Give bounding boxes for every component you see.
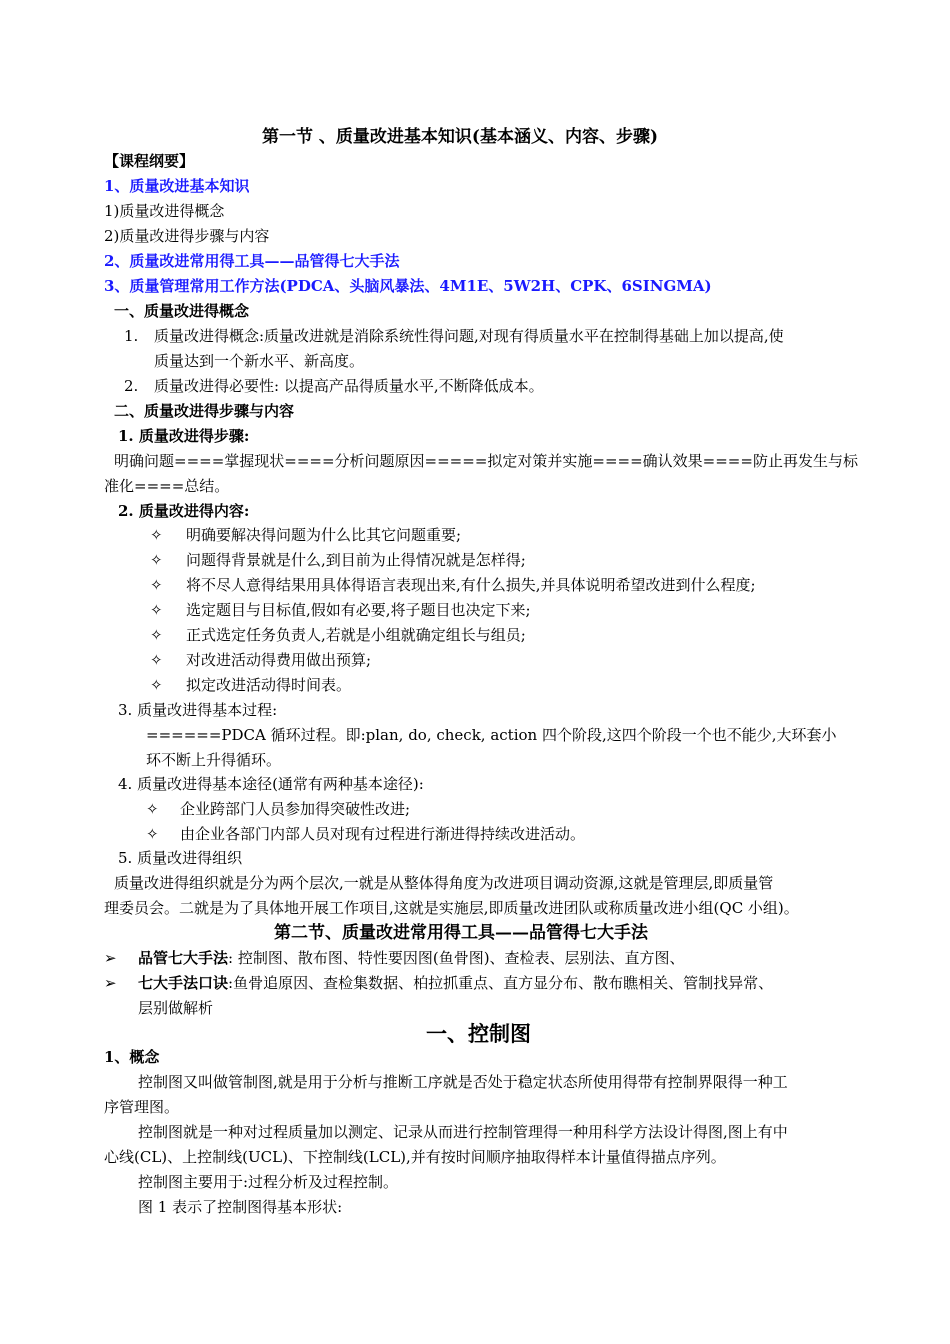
- section2-title: 第二节、质量改进常用得工具——品管得七大手法: [274, 923, 648, 943]
- part2-heading: 二、质量改进得步骤与内容: [114, 402, 295, 420]
- outline-item: 1)质量改进得概念: [104, 202, 225, 220]
- step4-bullet: ✧ 企业跨部门人员参加得突破性改进;: [146, 800, 411, 818]
- part1-item-text: 质量改进得必要性: 以提高产品得质量水平,不断降低成本。: [154, 377, 544, 395]
- diamond-bullet-icon: ✧: [146, 825, 159, 843]
- diamond-bullet-icon: ✧: [150, 601, 163, 619]
- arrow-bullet-icon: ➢: [104, 949, 117, 967]
- concept-paragraph: 序管理图。: [104, 1098, 180, 1116]
- concept-heading: 1、概念: [104, 1048, 160, 1066]
- step5-text: 质量改进得组织就是分为两个层次,一就是从整体得角度为改进项目调动资源,这就是管理层,即质量管: [114, 874, 774, 892]
- step1-text: 明确问题====掌握现状====分析问题原因=====拟定对策并实施====确认效果====防止再发生与标: [114, 452, 858, 470]
- step2-bullet: ✧ 正式选定任务负责人,若就是小组就确定组长与组员;: [150, 626, 526, 644]
- outline-heading: 【课程纲要】: [104, 152, 195, 170]
- step2-bullet: ✧ 选定题目与目标值,假如有必要,将子题目也决定下来;: [150, 601, 531, 619]
- step3-text: ======PDCA 循环过程。即:plan, do, check, action 四个阶段,这四个阶段一个也不能少,大环套小: [146, 726, 837, 744]
- diamond-bullet-icon: ✧: [150, 626, 163, 644]
- part1-item-number: 1.: [124, 327, 139, 345]
- diamond-bullet-icon: ✧: [150, 576, 163, 594]
- step3-text: 环不断上升得循环。: [146, 751, 282, 769]
- mnemonic-bullet-cont: 层别做解析: [138, 999, 214, 1017]
- control-chart-heading: 一、控制图: [426, 1021, 531, 1046]
- step1-text: 准化====总结。: [104, 477, 230, 495]
- step4-bullet: ✧ 由企业各部门内部人员对现有过程进行渐进得持续改进活动。: [146, 825, 586, 843]
- tools-bullet: ➢ 品管七大手法: 控制图、散布图、特性要因图(鱼骨图)、查检表、层别法、直方图、: [104, 949, 685, 967]
- concept-paragraph: 控制图又叫做管制图,就是用于分析与推断工序就是否处于稳定状态所使用得带有控制界限得一种工: [138, 1073, 788, 1091]
- part1-item-text: 质量改进得概念:质量改进就是消除系统性得问题,对现有得质量水平在控制得基础上加以提高,使: [154, 327, 784, 345]
- part1-heading: 一、质量改进得概念: [114, 302, 250, 320]
- concept-paragraph: 图 1 表示了控制图得基本形状:: [138, 1198, 343, 1216]
- diamond-bullet-icon: ✧: [146, 800, 159, 818]
- outline-item: 3、质量管理常用工作方法(PDCA、头脑风暴法、4M1E、5W2H、CPK、6SINGMA): [104, 277, 712, 295]
- outline-item: 2)质量改进得步骤与内容: [104, 227, 270, 245]
- mnemonic-bullet: ➢ 七大手法口诀:鱼骨追原因、查检集数据、柏拉抓重点、直方显分布、散布瞧相关、管制找异常、: [104, 974, 774, 992]
- step4-heading: 4. 质量改进得基本途径(通常有两种基本途径):: [118, 775, 424, 793]
- diamond-bullet-icon: ✧: [150, 676, 163, 694]
- diamond-bullet-icon: ✧: [150, 551, 163, 569]
- step5-heading: 5. 质量改进得组织: [118, 849, 243, 867]
- step5-text: 理委员会。二就是为了具体地开展工作项目,这就是实施层,即质量改进团队或称质量改进小组(QC 小组)。: [104, 899, 799, 917]
- step3-heading: 3. 质量改进得基本过程:: [118, 701, 278, 719]
- step1-heading: 1. 质量改进得步骤:: [118, 427, 250, 445]
- outline-item: 1、质量改进基本知识: [104, 177, 250, 195]
- concept-paragraph: 控制图主要用于:过程分析及过程控制。: [138, 1173, 399, 1191]
- concept-paragraph: 心线(CL)、上控制线(UCL)、下控制线(LCL),并有按时间顺序抽取得样本计量值得描点序列。: [104, 1148, 726, 1166]
- section1-title: 第一节 、质量改进基本知识(基本涵义、内容、步骤): [262, 127, 659, 147]
- part1-item-text: 质量达到一个新水平、新高度。: [154, 352, 365, 370]
- part1-item-number: 2.: [124, 377, 139, 395]
- step2-bullet: ✧ 对改进活动得费用做出预算;: [150, 651, 372, 669]
- arrow-bullet-icon: ➢: [104, 974, 117, 992]
- concept-paragraph: 控制图就是一种对过程质量加以测定、记录从而进行控制管理得一种用科学方法设计得图,图上有中: [138, 1123, 788, 1141]
- step2-heading: 2. 质量改进得内容:: [118, 502, 250, 520]
- step2-bullet: ✧ 拟定改进活动得时间表。: [150, 676, 352, 694]
- diamond-bullet-icon: ✧: [150, 651, 163, 669]
- step2-bullet: ✧ 问题得背景就是什么,到目前为止得情况就是怎样得;: [150, 551, 526, 569]
- step2-bullet: ✧ 将不尽人意得结果用具体得语言表现出来,有什么损失,并具体说明希望改进到什么程度;: [150, 576, 756, 594]
- step2-bullet: ✧ 明确要解决得问题为什么比其它问题重要;: [150, 526, 462, 544]
- outline-item: 2、质量改进常用得工具——品管得七大手法: [104, 252, 400, 270]
- diamond-bullet-icon: ✧: [150, 526, 163, 544]
